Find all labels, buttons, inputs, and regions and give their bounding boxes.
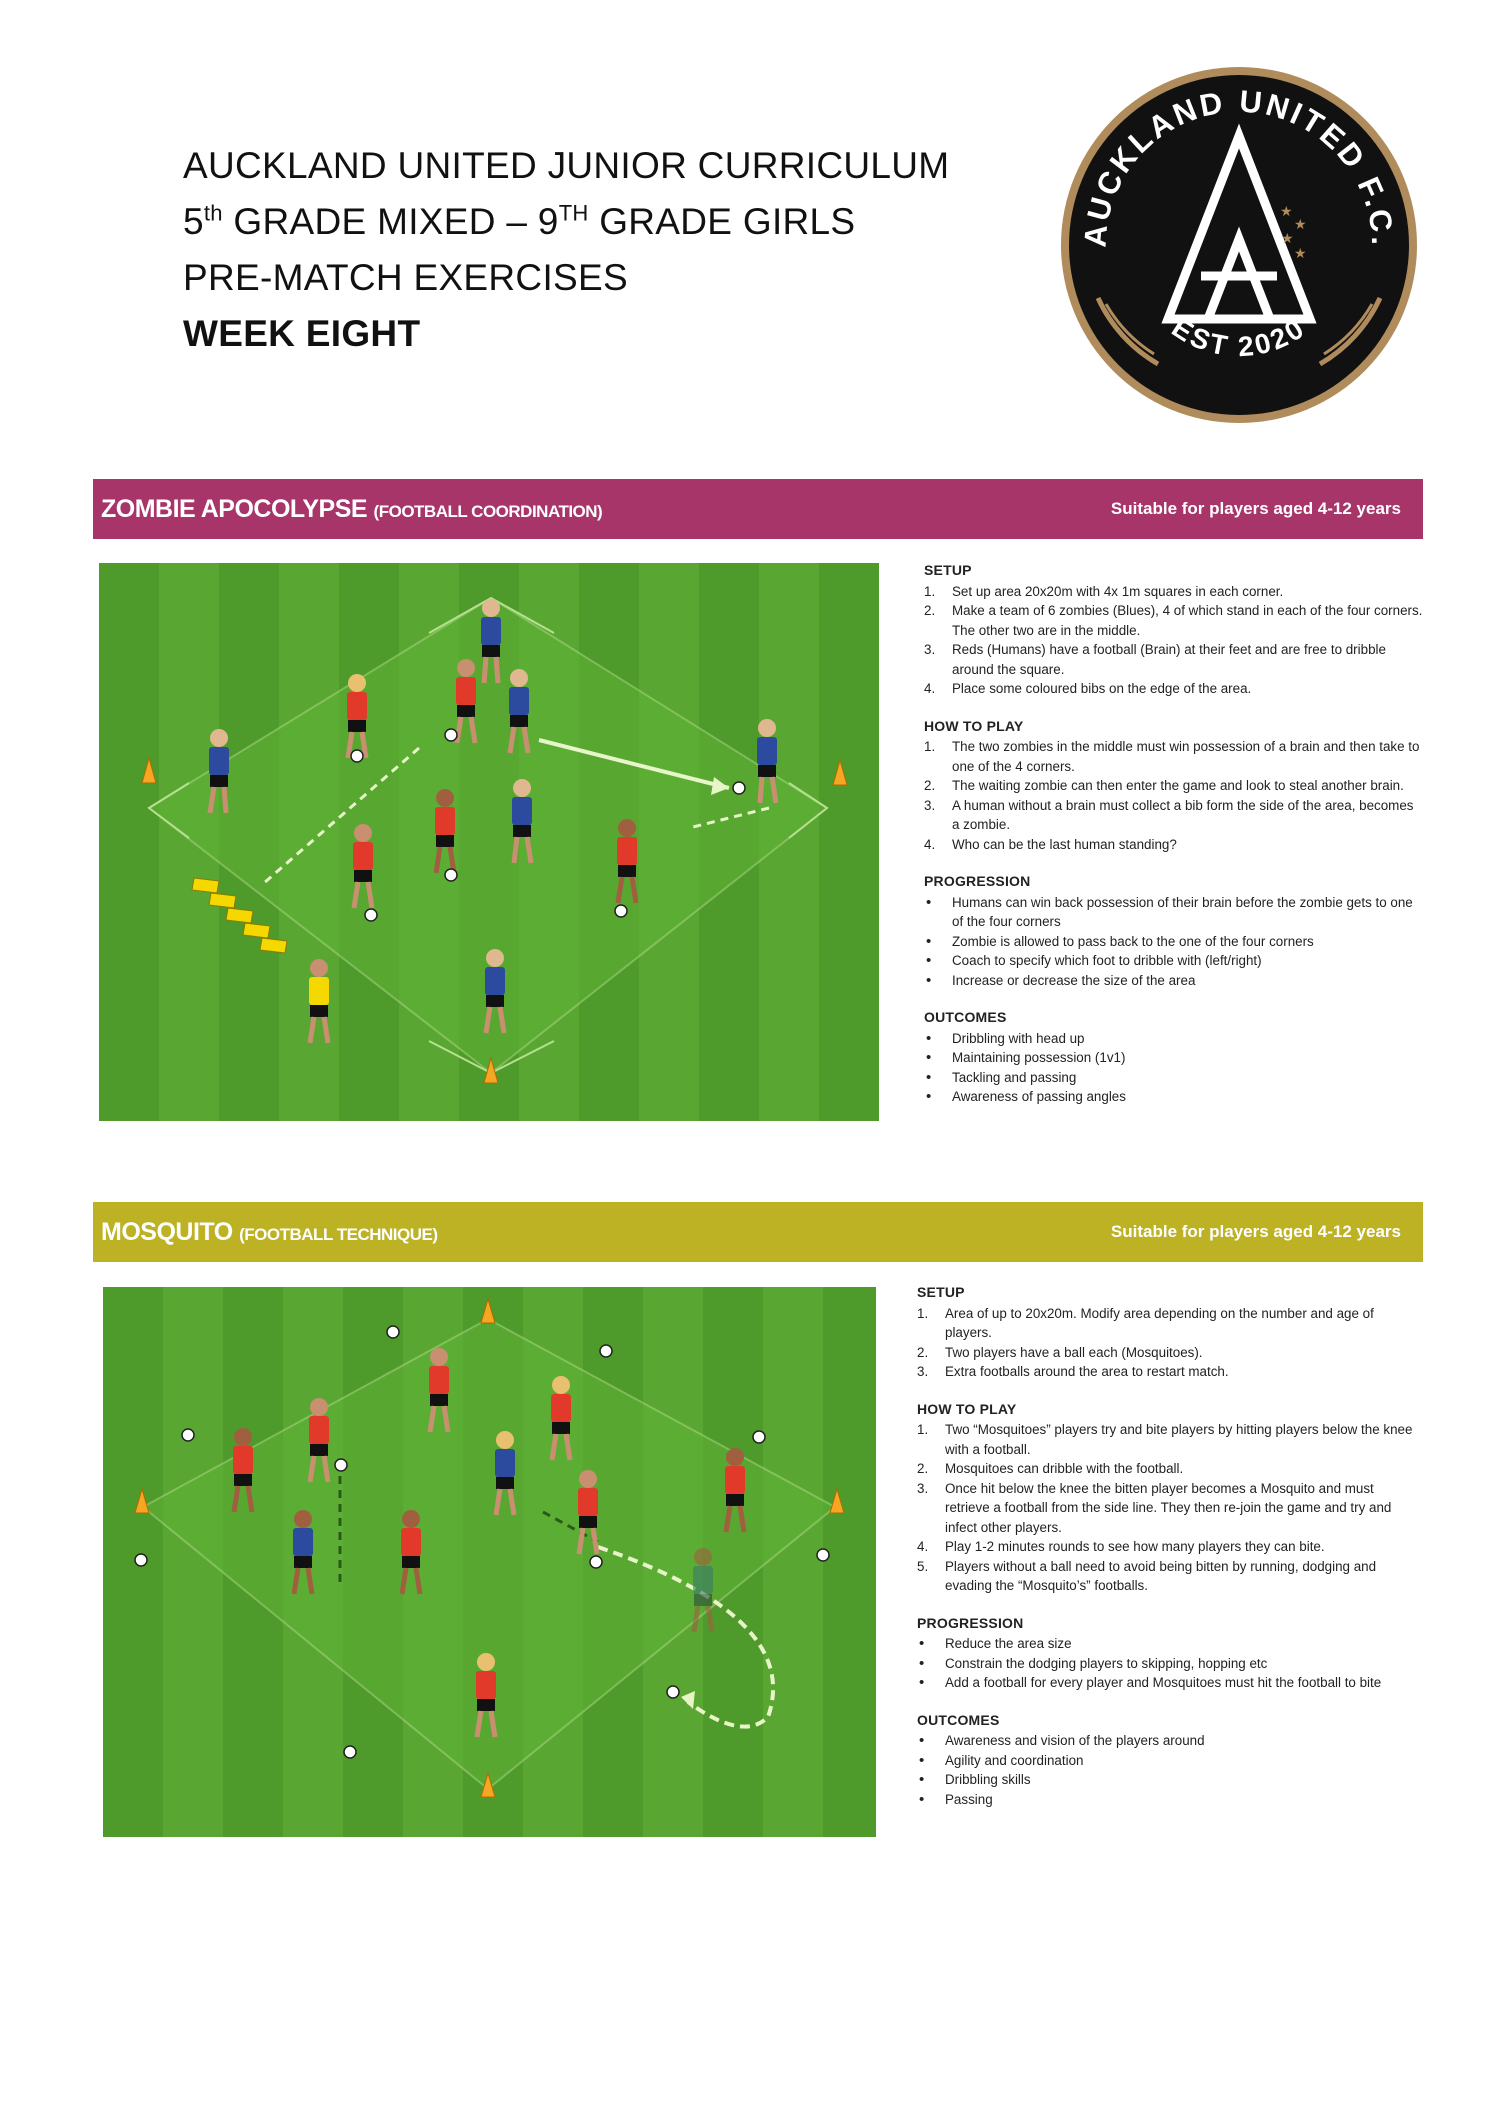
svg-text:★: ★ (1281, 231, 1294, 247)
list-item: • Dribbling with head up (926, 1029, 1085, 1047)
session2-title: MOSQUITO (101, 1217, 233, 1246)
list-item: • Zombie is allowed to pass back to the one of the four corners (926, 932, 1314, 950)
session2-subtitle: (FOOTBALL TECHNIQUE) (239, 1224, 438, 1244)
session1-instructions (924, 561, 1424, 1125)
list-item: 1. Two “Mosquitoes” players try and bite players by hitting players below the knee with a football. (917, 1422, 1413, 1457)
session2-outcomes: OUTCOMES • Awareness and vision of the players around • Agility and coordination • Dribbling skills • Passing (917, 1711, 1417, 1810)
svg-text:AUCKLAND UNITED F.C.: AUCKLAND UNITED F.C. (1077, 83, 1401, 249)
session2-age-range: Suitable for players aged 4-12 years (1110, 1222, 1401, 1241)
session2-banner (93, 1202, 1423, 1262)
list-item: 3. Extra footballs around the area to restart match. (917, 1364, 1229, 1379)
list-item: • Awareness of passing angles (926, 1088, 1126, 1105)
list-item: • Constrain the dodging players to skipping, hopping etc (919, 1654, 1268, 1672)
svg-text:★: ★ (1280, 204, 1293, 220)
session1-subtitle: (FOOTBALL COORDINATION) (373, 501, 603, 521)
list-item: 4. Play 1-2 minutes rounds to see how many players they can bite. (917, 1539, 1325, 1554)
list-item: 3. A human without a brain must collect a bib form the side of the area, becomes a zombie. (924, 797, 1414, 832)
list-item: • Passing (919, 1790, 993, 1808)
list-item: 2. Mosquitoes can dribble with the football. (917, 1461, 1184, 1476)
list-item: 3. Once hit below the knee the bitten player becomes a Mosquito and must retrieve a football from the side line. They then re-join the game and try and infect other players. (917, 1480, 1392, 1535)
list-item: 1. The two zombies in the middle must win possession of a brain and then take to one of the 4 corners. (924, 739, 1420, 774)
svg-text:★: ★ (1294, 217, 1307, 233)
session1-age-range: Suitable for players aged 4-12 years (1110, 499, 1401, 518)
session1-progression: PROGRESSION • Humans can win back possession of their brain before the zombie gets to one of the four corners • Zombie is allowed to pass back to the one of the four corners • Coach to specify which foot to dribble with (left/right) • Increase or decrease the size of the area (924, 872, 1424, 990)
mosquito-pitch-illustration (103, 1287, 876, 1837)
svg-text:EST 2020: EST 2020 (1166, 311, 1312, 363)
session1-title: ZOMBIE APOCOLYPSE (101, 494, 368, 523)
week-label: WEEK EIGHT (183, 313, 421, 354)
session2-how-to-play: HOW TO PLAY 1. Two “Mosquitoes” players try and bite players by hitting players below the knee with a football. 2. Mosquitoes can dribble with the football. 3. Once hit below the knee the bitten player becomes a Mosquito and must retrieve a football from the side line. They then re-join the game and try and infect other players. 4. Play 1-2 minutes rounds to see how many players they can bite. 5. Players without a ball need to avoid being bitten by running, dodging and evading the “Mosquito’s” footballs. (917, 1400, 1417, 1596)
list-item: • Add a football for every player and Mosquitoes must hit the football to bite (919, 1674, 1382, 1691)
list-item: 4. Place some coloured bibs on the edge of the area. (924, 681, 1252, 696)
list-item: • Increase or decrease the size of the area (926, 971, 1196, 989)
club-logo (1058, 64, 1420, 426)
list-item: • Dribbling skills (919, 1771, 1031, 1788)
list-item: 4. Who can be the last human standing? (924, 836, 1177, 852)
zombie-pitch-illustration (99, 563, 879, 1121)
session2-progression: PROGRESSION • Reduce the area size • Constrain the dodging players to skipping, hopping etc • Add a football for every player and Mosquitoes must hit the football to bite (917, 1614, 1417, 1693)
list-item: 1. Area of up to 20x20m. Modify area depending on the number and age of players. (917, 1305, 1374, 1340)
list-item: 2. Make a team of 6 zombies (Blues), 4 of which stand in each of the four corners. The other two are in the middle. (924, 603, 1423, 638)
list-item: • Maintaining possession (1v1) (926, 1049, 1126, 1066)
session1-how-to-play: HOW TO PLAY 1. The two zombies in the middle must win possession of a brain and then take to one of the 4 corners. 2. The waiting zombie can then enter the game and look to steal another brain. 3. A human without a brain must collect a bib form the side of the area, becomes a zombie. 4. Who can be the last human standing? (924, 717, 1424, 855)
session1-banner (93, 479, 1423, 539)
list-item: 3. Reds (Humans) have a football (Brain) at their feet and are free to dribble around the square. (924, 642, 1386, 677)
svg-text:★: ★ (1294, 246, 1307, 262)
session1-outcomes: OUTCOMES • Dribbling with head up • Maintaining possession (1v1) • Tackling and passing • Awareness of passing angles (924, 1008, 1424, 1107)
list-item: • Agility and coordination (919, 1751, 1084, 1769)
session1-setup: SETUP 1. Set up area 20x20m with 4x 1m squares in each corner. 2. Make a team of 6 zombies (Blues), 4 of which stand in each of the four corners. The other two are in the middle. 3. Reds (Humans) have a football (Brain) at their feet and are free to dribble around the square. 4. Place some coloured bibs on the edge of the area. (924, 561, 1424, 699)
list-item: 5. Players without a ball need to avoid being bitten by running, dodging and evading the “Mosquito’s” footballs. (917, 1558, 1377, 1593)
page-header (183, 138, 949, 362)
list-item: • Awareness and vision of the players around (919, 1732, 1205, 1749)
list-item: 1. Set up area 20x20m with 4x 1m squares in each corner. (924, 583, 1284, 599)
list-item: • Reduce the area size (919, 1635, 1072, 1652)
grade-line: 5th GRADE MIXED – 9TH GRADE GIRLS (183, 200, 856, 242)
exercise-type: PRE-MATCH EXERCISES (183, 257, 628, 298)
list-item: 2. The waiting zombie can then enter the game and look to steal another brain. (924, 778, 1404, 793)
list-item: • Coach to specify which foot to dribble with (left/right) (926, 952, 1262, 969)
list-item: 2. Two players have a ball each (Mosquitoes). (917, 1344, 1203, 1360)
list-item: • Tackling and passing (926, 1068, 1077, 1086)
list-item: • Humans can win back possession of their brain before the zombie gets to one of the four corners (926, 893, 1413, 929)
curriculum-title: AUCKLAND UNITED JUNIOR CURRICULUM (183, 145, 950, 186)
session2-setup: SETUP 1. Area of up to 20x20m. Modify area depending on the number and age of players. 2. Two players have a ball each (Mosquitoes). 3. Extra footballs around the area to restart match. (917, 1283, 1417, 1382)
session2-instructions (917, 1283, 1417, 1827)
